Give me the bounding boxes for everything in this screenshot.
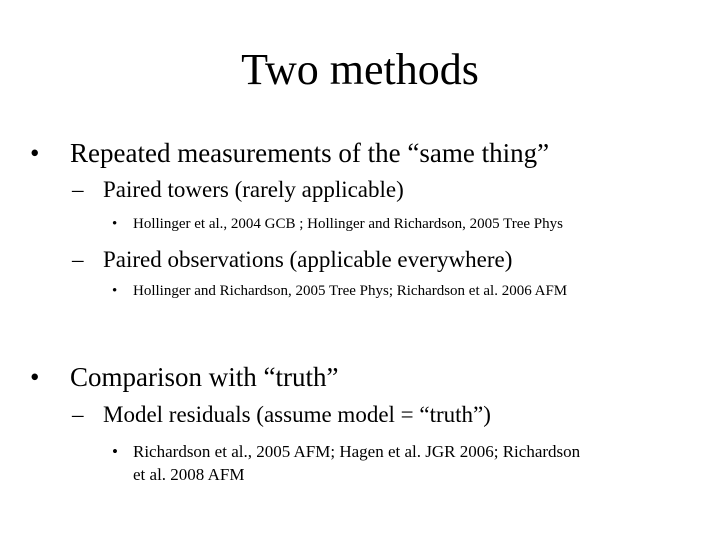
- subitem-model-residuals: Model residuals (assume model = “truth”): [103, 402, 491, 427]
- subitem-paired-observations: Paired observations (applicable everywhere): [103, 247, 513, 272]
- slide-title: Two methods: [241, 45, 479, 94]
- ref-bullet-marker: •: [112, 283, 118, 299]
- dash-marker: –: [72, 247, 84, 272]
- ref-model-residuals-line1: Richardson et al., 2005 AFM; Hagen et al. JGR 2006; Richardson: [133, 442, 581, 461]
- bullet-repeated-measurements: Repeated measurements of the “same thing”: [70, 138, 550, 168]
- bullet-marker: •: [30, 362, 40, 392]
- ref-bullet-marker: •: [112, 442, 118, 461]
- subitem-paired-towers: Paired towers (rarely applicable): [103, 177, 404, 202]
- ref-model-residuals-line2: et al. 2008 AFM: [133, 465, 245, 484]
- dash-marker: –: [72, 402, 84, 427]
- ref-paired-towers: Hollinger et al., 2004 GCB ; Hollinger and Richardson, 2005 Tree Phys: [133, 216, 563, 232]
- bullet-marker: •: [30, 138, 40, 168]
- ref-bullet-marker: •: [112, 216, 118, 232]
- dash-marker: –: [72, 177, 84, 202]
- bullet-comparison-with-truth: Comparison with “truth”: [70, 362, 339, 392]
- ref-paired-observations: Hollinger and Richardson, 2005 Tree Phys; Richardson et al. 2006 AFM: [133, 283, 568, 299]
